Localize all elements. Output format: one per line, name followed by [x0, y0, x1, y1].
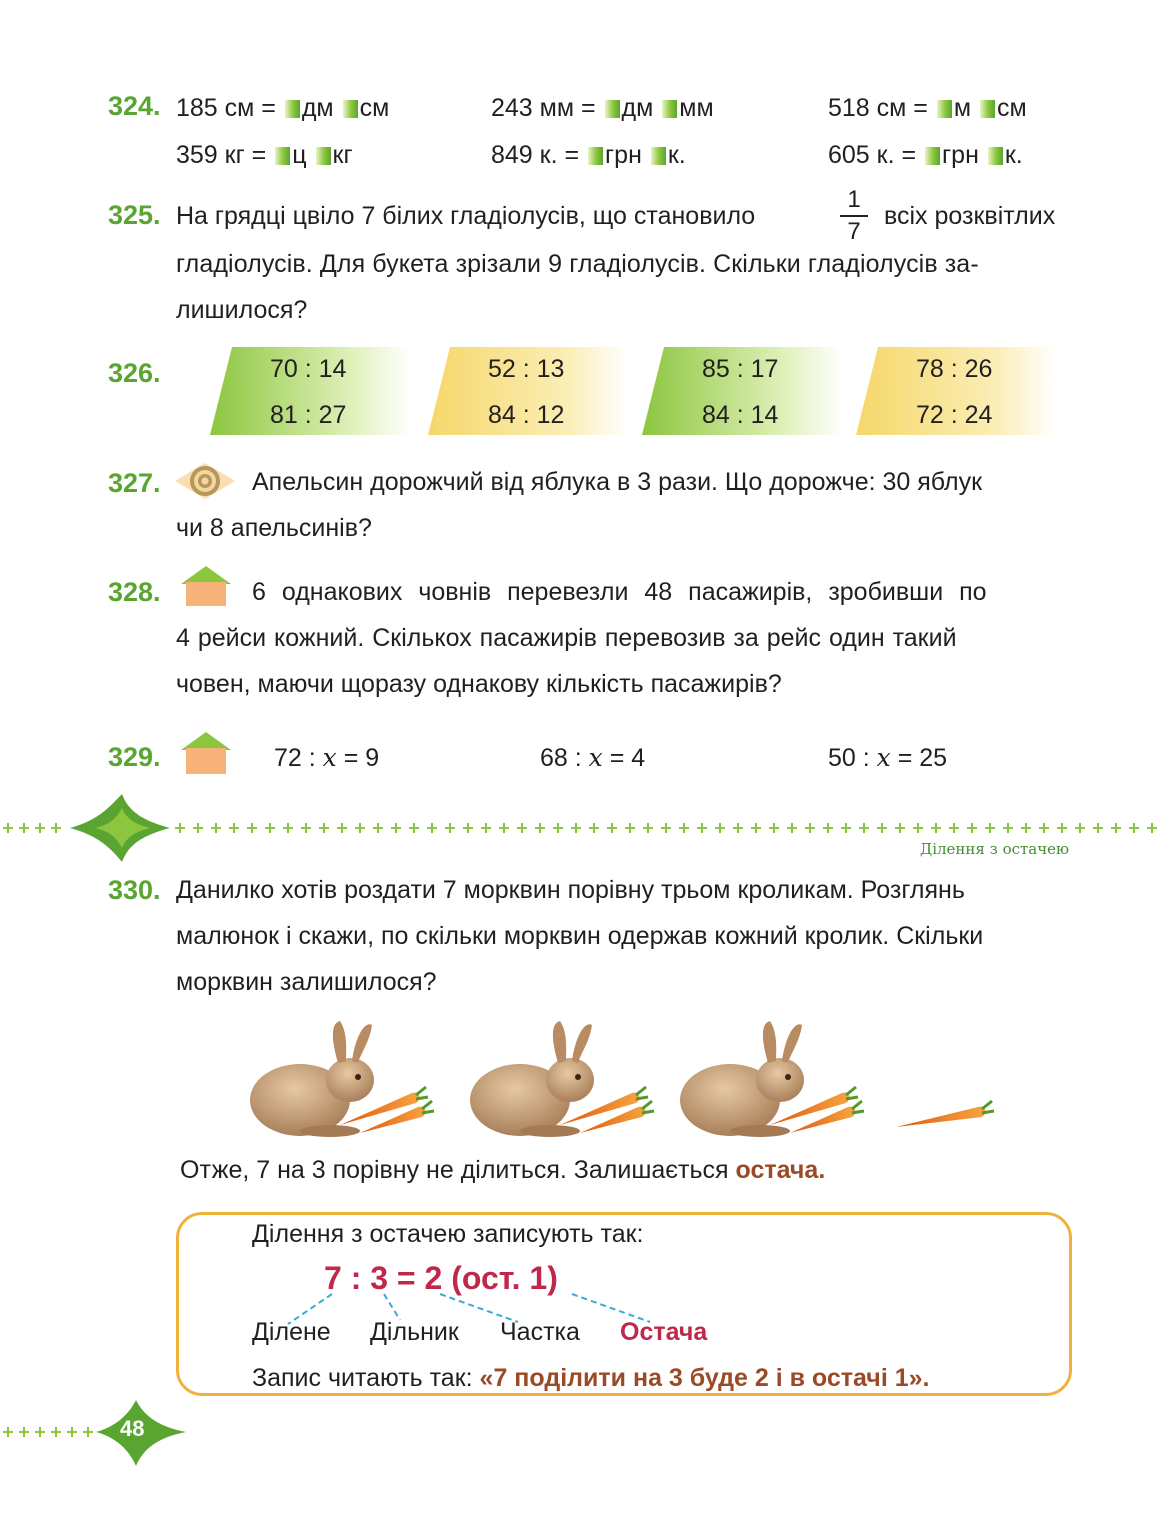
- term-remainder: Остача: [620, 1318, 708, 1346]
- answer-box[interactable]: [662, 100, 677, 118]
- exercise-330-line1: Данилко хотів роздати 7 морквин порівну трьом кроликам. Розглянь: [176, 876, 965, 904]
- page-number-decoration: [0, 1398, 200, 1468]
- answer-box[interactable]: [937, 100, 952, 118]
- term-dividend: Ділене: [252, 1318, 331, 1346]
- card-expression: 70 : 14: [270, 355, 347, 383]
- conversion-item: [828, 94, 1027, 123]
- conversion-item: [491, 141, 686, 170]
- unit-2: к.: [667, 141, 686, 169]
- exercise-325-line1a: На грядці цвіло 7 білих гладіолусів, що становило: [176, 202, 756, 230]
- remainder-term: остача.: [735, 1156, 826, 1184]
- answer-box[interactable]: [316, 147, 331, 165]
- exercise-330-line2: малюнок і скажи, по скільки морквин одержав кожний кролик. Скільки: [176, 922, 984, 950]
- variable-x: x: [588, 743, 603, 772]
- exercise-327-line1: Апельсин дорожчий від яблука в 3 рази. Що дорожче: 30 яблук: [252, 468, 983, 496]
- exercise-330-line3: морквин залишилося?: [176, 968, 437, 996]
- division-card: [856, 347, 1056, 435]
- equation-right: = 9: [343, 744, 380, 772]
- exercise-325-number: 325.: [108, 200, 161, 230]
- equation-left: 68 :: [540, 744, 582, 772]
- fraction-numerator: 1: [847, 186, 861, 213]
- card-expression: 84 : 12: [488, 401, 565, 429]
- conversion-item: [176, 94, 389, 123]
- equation: [828, 743, 947, 773]
- answer-box[interactable]: [651, 147, 666, 165]
- house-icon: [177, 564, 235, 608]
- conversion-value: 605 к. =: [828, 141, 917, 169]
- unit-1: дм: [621, 94, 654, 122]
- answer-box[interactable]: [925, 147, 940, 165]
- term-quotient: Частка: [500, 1318, 580, 1346]
- unit-1: ц: [292, 141, 307, 169]
- fraction-bar: [840, 215, 868, 217]
- conversion-value: 518 см =: [828, 94, 928, 122]
- conclusion-text: Отже, 7 на 3 порівну не ділиться. Залишається: [180, 1156, 729, 1184]
- conclusion: [180, 1156, 825, 1185]
- conversion-value: 359 кг =: [176, 141, 267, 169]
- unit-1: м: [953, 94, 972, 122]
- unit-2: к.: [1004, 141, 1023, 169]
- fraction: [840, 186, 868, 246]
- exercise-327-number: 327.: [108, 468, 161, 498]
- term-divisor: Дільник: [370, 1318, 459, 1346]
- conversion-value: 849 к. =: [491, 141, 580, 169]
- rabbits-illustration: [230, 1015, 1000, 1145]
- exercise-329-number: 329.: [108, 742, 161, 772]
- conversion-item: [828, 141, 1023, 170]
- answer-box[interactable]: [988, 147, 1003, 165]
- conversion-value: 243 мм =: [491, 94, 596, 122]
- rule-intro: Ділення з остачею записують так:: [252, 1220, 644, 1248]
- equation-left: 72 :: [274, 744, 316, 772]
- exercise-327-line2: чи 8 апельсинів?: [176, 514, 372, 542]
- unit-1: дм: [301, 94, 334, 122]
- rule-reading-text: «7 поділити на 3 буде 2 і в остачі 1».: [479, 1364, 930, 1392]
- unit-1: грн: [942, 141, 979, 169]
- division-card: [642, 347, 842, 435]
- unit-2: кг: [332, 141, 353, 169]
- page-number: 48: [120, 1416, 145, 1441]
- exercise-328-line3: човен, маючи щоразу однакову кількість пасажирів?: [176, 670, 782, 698]
- exercise-328-number: 328.: [108, 577, 161, 607]
- conversion-item: [176, 141, 353, 170]
- card-expression: 78 : 26: [916, 355, 993, 383]
- division-card: [210, 347, 410, 435]
- variable-x: x: [322, 743, 337, 772]
- rule-formula: 7 : 3 = 2 (ост. 1): [324, 1260, 558, 1296]
- exercise-325-line1b: всіх розквітлих: [884, 202, 1056, 230]
- unit-1: грн: [605, 141, 642, 169]
- equation-right: = 4: [609, 744, 646, 772]
- target-icon: [173, 461, 237, 501]
- section-title: Ділення з остачею: [920, 840, 1070, 858]
- answer-box[interactable]: [588, 147, 603, 165]
- unit-2: мм: [679, 94, 714, 122]
- rabbit: [470, 1021, 654, 1137]
- answer-box[interactable]: [285, 100, 300, 118]
- exercise-324-number: 324.: [108, 91, 161, 121]
- rabbit: [680, 1021, 864, 1137]
- fraction-denominator: 7: [847, 218, 861, 245]
- exercise-330-number: 330.: [108, 875, 161, 905]
- card-expression: 52 : 13: [488, 355, 565, 383]
- rule-reading-label: Запис читають так:: [252, 1364, 473, 1392]
- answer-box[interactable]: [980, 100, 995, 118]
- house-icon: [177, 730, 235, 776]
- answer-box[interactable]: [343, 100, 358, 118]
- equation-left: 50 :: [828, 744, 870, 772]
- card-expression: 84 : 14: [702, 401, 779, 429]
- conversion-value: 185 см =: [176, 94, 276, 122]
- variable-x: x: [876, 743, 891, 772]
- exercise-325-line3: лишилося?: [176, 296, 308, 324]
- equation: [274, 743, 379, 773]
- exercise-328-line2: 4 рейси кожний. Скількох пасажирів перевозив за рейс один такий: [176, 624, 957, 652]
- rabbit: [250, 1021, 434, 1137]
- carrot: [896, 1101, 994, 1127]
- rule-reading: [252, 1364, 929, 1393]
- answer-box[interactable]: [275, 147, 290, 165]
- equation: [540, 743, 645, 773]
- exercise-325-line2: гладіолусів. Для букета зрізали 9 гладіолусів. Скільки гладіолусів за-: [176, 250, 979, 278]
- conversion-item: [491, 94, 714, 123]
- unit-2: см: [359, 94, 390, 122]
- answer-box[interactable]: [605, 100, 620, 118]
- card-expression: 72 : 24: [916, 401, 993, 429]
- exercise-326-number: 326.: [108, 358, 161, 388]
- exercise-328-line1: 6 однакових човнів перевезли 48 пасажирів, зробивши по: [252, 578, 987, 606]
- equation-right: = 25: [897, 744, 948, 772]
- division-card: [428, 347, 628, 435]
- card-expression: 85 : 17: [702, 355, 779, 383]
- card-expression: 81 : 27: [270, 401, 347, 429]
- unit-2: см: [996, 94, 1027, 122]
